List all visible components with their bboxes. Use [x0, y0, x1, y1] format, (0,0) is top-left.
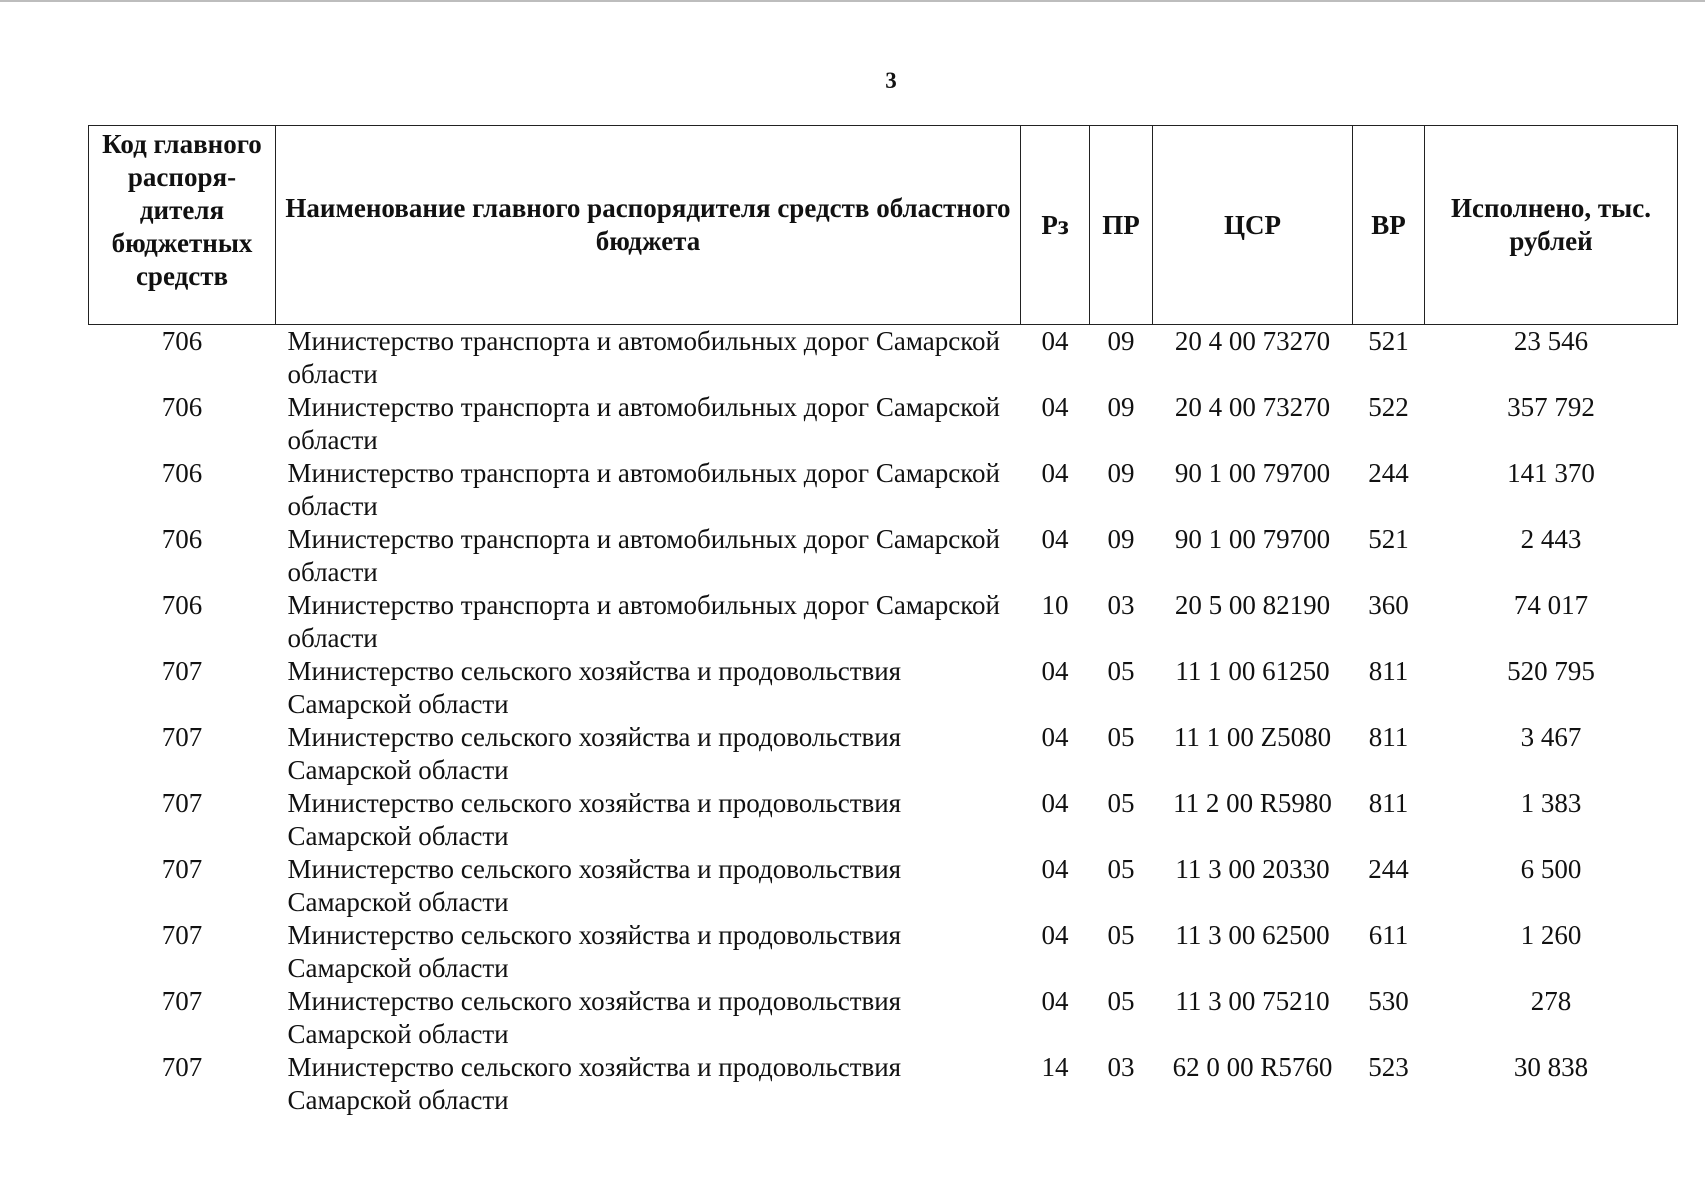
table-row [89, 325, 1678, 392]
cell-csr: 11 3 00 62500 [1175, 920, 1330, 950]
cell-vr: 611 [1368, 920, 1409, 950]
cell-pr: 09 [1107, 524, 1135, 554]
cell-name: Министерство транспорта и автомобильных дорог Самарской области [287, 326, 1000, 389]
cell-executed: 278 [1530, 986, 1572, 1016]
cell-executed: 2 443 [1520, 524, 1582, 554]
table-row [89, 655, 1678, 721]
cell-pr: 09 [1107, 326, 1135, 356]
table-row [89, 985, 1678, 1051]
table-body [89, 325, 1678, 1118]
cell-name: Министерство транспорта и автомобильных дорог Самарской области [287, 590, 1000, 653]
cell-csr: 11 3 00 75210 [1175, 986, 1330, 1016]
cell-name: Министерство транспорта и автомобильных дорог Самарской области [287, 524, 1000, 587]
cell-executed: 520 795 [1507, 656, 1595, 686]
cell-csr: 11 1 00 61250 [1175, 656, 1330, 686]
page-number: 3 [885, 68, 897, 93]
cell-name: Министерство сельского хозяйства и продовольствия Самарской области [287, 788, 902, 851]
cell-rz: 04 [1041, 392, 1069, 422]
table-row [89, 721, 1678, 787]
cell-code: 707 [161, 986, 203, 1016]
cell-vr: 244 [1368, 458, 1409, 488]
cell-name: Министерство сельского хозяйства и продовольствия Самарской области [287, 920, 902, 983]
cell-name: Министерство сельского хозяйства и продовольствия Самарской области [287, 854, 902, 917]
header-name-label: Наименование главного распорядителя средств областного бюджета [285, 193, 1011, 256]
cell-pr: 05 [1107, 920, 1135, 950]
cell-name: Министерство сельского хозяйства и продовольствия Самарской области [287, 1052, 902, 1115]
cell-csr: 90 1 00 79700 [1174, 458, 1331, 488]
cell-vr: 521 [1368, 524, 1409, 554]
cell-rz: 04 [1041, 458, 1069, 488]
cell-rz: 04 [1041, 722, 1069, 752]
cell-name: Министерство сельского хозяйства и продовольствия Самарской области [287, 722, 902, 785]
header-code-label: Код главного распоря-дителя бюджетных средств [102, 129, 262, 291]
cell-executed: 3 467 [1520, 722, 1582, 752]
table-row [89, 391, 1678, 457]
cell-vr: 811 [1368, 788, 1409, 818]
cell-pr: 05 [1107, 656, 1135, 686]
header-vr-label: ВР [1371, 209, 1406, 240]
cell-executed: 141 370 [1507, 458, 1595, 488]
cell-vr: 522 [1368, 392, 1409, 422]
cell-rz: 10 [1041, 590, 1069, 620]
cell-rz: 14 [1041, 1052, 1069, 1082]
header-csr-label: ЦСР [1224, 209, 1281, 240]
cell-executed: 6 500 [1520, 854, 1582, 884]
header-pr [1090, 126, 1153, 325]
cell-rz: 04 [1041, 854, 1069, 884]
cell-rz: 04 [1041, 788, 1069, 818]
cell-csr: 11 1 00 Z5080 [1173, 722, 1332, 752]
budget-table [88, 125, 1678, 1117]
cell-name: Министерство транспорта и автомобильных дорог Самарской области [287, 458, 1000, 521]
cell-csr: 11 2 00 R5980 [1173, 788, 1332, 818]
cell-executed: 1 383 [1520, 788, 1582, 818]
cell-name: Министерство сельского хозяйства и продовольствия Самарской области [287, 986, 902, 1049]
header-pr-label: ПР [1102, 209, 1140, 240]
table-header [89, 126, 1678, 325]
cell-pr: 09 [1107, 392, 1135, 422]
table-row [89, 853, 1678, 919]
cell-csr: 11 3 00 20330 [1175, 854, 1330, 884]
cell-rz: 04 [1041, 656, 1069, 686]
header-rz [1021, 126, 1090, 325]
cell-code: 707 [161, 1052, 203, 1082]
cell-code: 706 [161, 458, 203, 488]
top-rule [0, 0, 1705, 2]
cell-vr: 530 [1368, 986, 1409, 1016]
cell-vr: 244 [1368, 854, 1409, 884]
header-executed-label: Исполнено, тыс. рублей [1450, 193, 1651, 256]
cell-code: 706 [161, 590, 203, 620]
cell-pr: 05 [1107, 986, 1135, 1016]
table-row [89, 919, 1678, 985]
table-row [89, 787, 1678, 853]
cell-code: 707 [161, 788, 203, 818]
header-rz-label: Рз [1041, 209, 1069, 240]
table-row [89, 1051, 1678, 1117]
cell-rz: 04 [1041, 986, 1069, 1016]
cell-name: Министерство сельского хозяйства и продовольствия Самарской области [287, 656, 902, 719]
header-vr [1353, 126, 1425, 325]
header-executed [1425, 126, 1678, 325]
cell-csr: 20 4 00 73270 [1174, 392, 1331, 422]
header-row [89, 126, 1678, 325]
cell-rz: 04 [1041, 920, 1069, 950]
header-csr [1153, 126, 1353, 325]
cell-vr: 811 [1368, 656, 1409, 686]
table-row [89, 589, 1678, 655]
cell-code: 706 [161, 524, 203, 554]
cell-rz: 04 [1041, 524, 1069, 554]
cell-pr: 05 [1107, 788, 1135, 818]
cell-rz: 04 [1041, 326, 1069, 356]
table-row [89, 523, 1678, 589]
cell-executed: 30 838 [1513, 1052, 1589, 1082]
cell-name: Министерство транспорта и автомобильных дорог Самарской области [287, 392, 1000, 455]
cell-vr: 360 [1368, 590, 1409, 620]
cell-code: 707 [161, 854, 203, 884]
cell-vr: 523 [1368, 1052, 1409, 1082]
cell-pr: 03 [1107, 1052, 1135, 1082]
cell-executed: 74 017 [1513, 590, 1589, 620]
cell-code: 707 [161, 920, 203, 950]
cell-csr: 20 5 00 82190 [1174, 590, 1331, 620]
cell-csr: 90 1 00 79700 [1174, 524, 1331, 554]
cell-code: 707 [161, 722, 203, 752]
cell-code: 706 [161, 326, 203, 356]
cell-executed: 1 260 [1520, 920, 1582, 950]
cell-code: 706 [161, 392, 203, 422]
header-code [89, 126, 276, 325]
cell-csr: 20 4 00 73270 [1174, 326, 1331, 356]
table-row [89, 457, 1678, 523]
cell-pr: 03 [1107, 590, 1135, 620]
cell-executed: 357 792 [1507, 392, 1595, 422]
cell-pr: 09 [1107, 458, 1135, 488]
cell-vr: 811 [1368, 722, 1409, 752]
cell-pr: 05 [1107, 722, 1135, 752]
cell-code: 707 [161, 656, 203, 686]
header-name [276, 126, 1021, 325]
cell-pr: 05 [1107, 854, 1135, 884]
cell-executed: 23 546 [1513, 326, 1589, 356]
cell-vr: 521 [1368, 326, 1409, 356]
cell-csr: 62 0 00 R5760 [1172, 1052, 1333, 1082]
